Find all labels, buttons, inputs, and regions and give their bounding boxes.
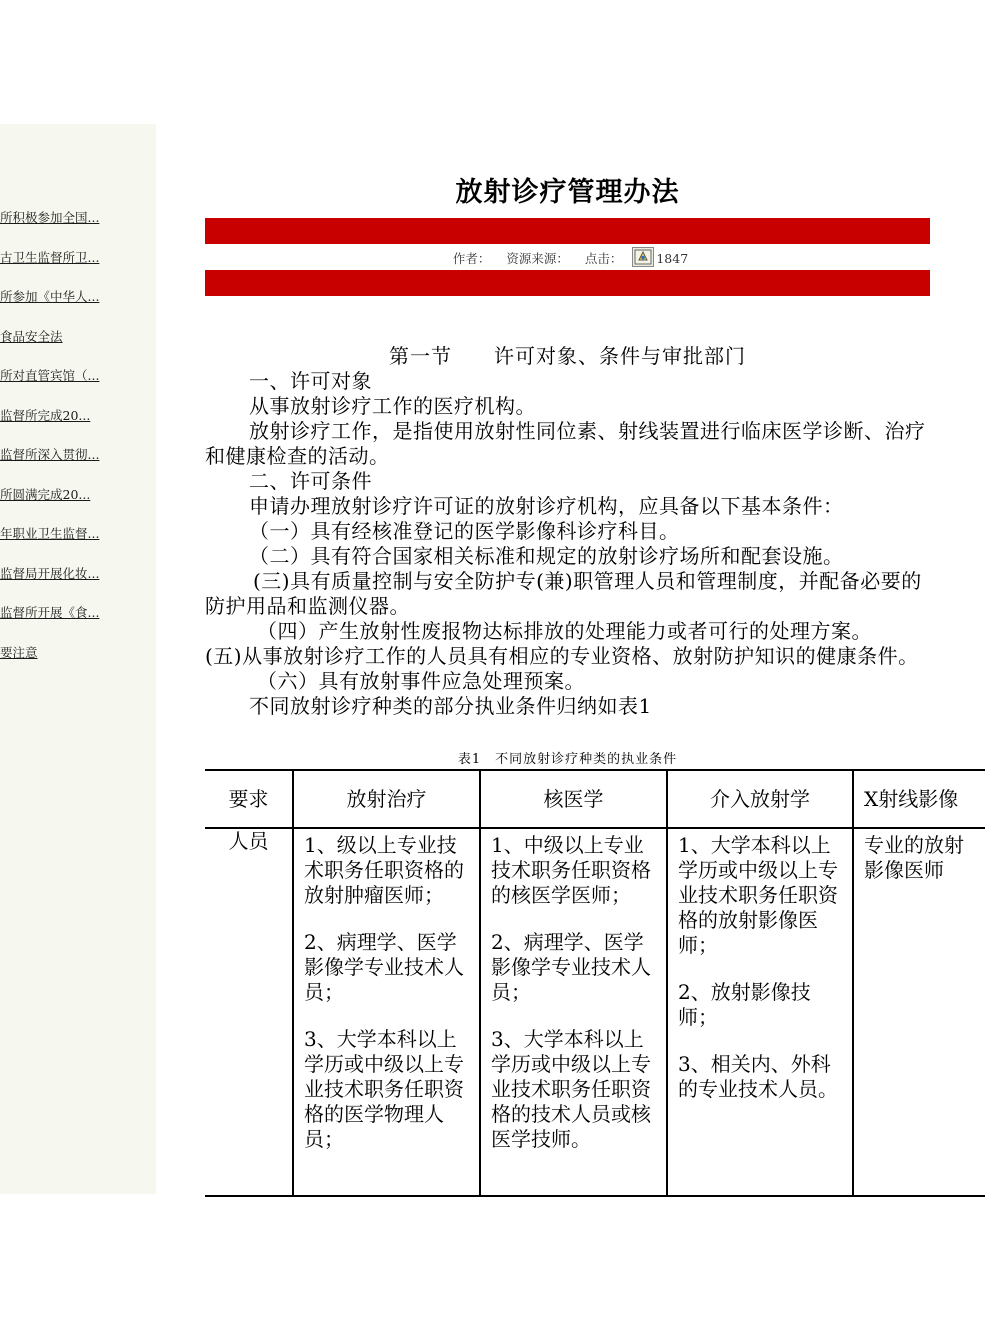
paragraph: 一、许可对象 xyxy=(249,369,372,393)
table-caption: 表1 不同放射诊疗种类的执业条件 xyxy=(457,752,678,767)
paragraph: （二）具有符合国家相关标准和规定的放射诊疗场所和配套设施。 xyxy=(249,544,844,568)
requirements-table xyxy=(205,769,985,1197)
cell-item: 1、大学本科以上学历或中级以上专业技术职务任职资格的放射影像医师； xyxy=(678,833,838,957)
row-label: 人员 xyxy=(205,828,293,1196)
table-cell xyxy=(667,828,853,1196)
article-body xyxy=(205,344,930,719)
sidebar-link[interactable]: 监督所完成20... xyxy=(0,408,91,423)
table-row xyxy=(205,828,985,1196)
column-header: 要求 xyxy=(205,770,293,828)
paragraph: （一）具有经核准登记的医学影像科诊疗科目。 xyxy=(249,519,680,543)
sidebar-link[interactable]: 古卫生监督所卫... xyxy=(0,250,100,265)
title-divider-bottom xyxy=(205,270,930,296)
paragraph: （六）具有放射事件应急处理预案。 xyxy=(257,669,585,693)
related-links-sidebar xyxy=(0,124,156,1194)
paragraph: (五)从事放射诊疗工作的人员具有相应的专业资格、放射防护知识的健康条件。 xyxy=(205,644,919,668)
title-divider-top xyxy=(205,218,930,244)
author-label: 作者： xyxy=(452,251,491,266)
paragraph: 不同放射诊疗种类的部分执业条件归纳如表1 xyxy=(249,694,652,718)
column-header: 介入放射学 xyxy=(667,770,853,828)
sidebar-link[interactable]: 监督所深入贯彻... xyxy=(0,447,100,462)
source-label: 资源来源： xyxy=(506,251,569,266)
cell-item: 1、级以上专业技术职务任职资格的放射肿瘤医师； xyxy=(304,833,464,907)
article xyxy=(205,0,964,1344)
cell-item: 3、大学本科以上学历或中级以上专业技术职务任职资格的技术人员或核医学技师。 xyxy=(491,1027,651,1151)
sidebar-link[interactable]: 年职业卫生监督... xyxy=(0,526,100,541)
sidebar-link[interactable]: 所圆满完成20... xyxy=(0,487,91,502)
column-header: X射线影像 xyxy=(853,770,985,828)
cell-item: 3、大学本科以上学历或中级以上专业技术职务任职资格的医学物理人员； xyxy=(304,1027,464,1151)
sidebar-link[interactable]: 监督局开展化妆... xyxy=(0,566,100,581)
section-heading: 第一节 许可对象、条件与审批部门 xyxy=(389,344,746,368)
cell-item: 3、相关内、外科的专业技术人员。 xyxy=(678,1052,838,1101)
paragraph: 放射诊疗工作，是指使用放射性同位素、射线装置进行临床医学诊断、治疗和健康检查的活动。 xyxy=(205,419,926,468)
article-meta xyxy=(205,247,930,267)
click-count: 1847 xyxy=(656,251,689,266)
column-header: 核医学 xyxy=(480,770,667,828)
cell-item: 1、中级以上专业技术职务任职资格的核医学医师； xyxy=(491,833,651,907)
column-header: 放射治疗 xyxy=(293,770,480,828)
table-cell xyxy=(480,828,667,1196)
paragraph: （四）产生放射性废报物达标排放的处理能力或者可行的处理方案。 xyxy=(257,619,872,643)
counter-icon xyxy=(632,247,654,267)
sidebar-link[interactable]: 所对直管宾馆（... xyxy=(0,368,100,383)
cell-item: 2、病理学、医学影像学专业技术人员； xyxy=(491,930,651,1004)
cell-item: 2、病理学、医学影像学专业技术人员； xyxy=(304,930,464,1004)
sidebar-link[interactable]: 监督所开展《食... xyxy=(0,605,100,620)
paragraph: 申请办理放射诊疗许可证的放射诊疗机构，应具备以下基本条件： xyxy=(249,494,844,518)
paragraph: (三)具有质量控制与安全防护专(兼)职管理人员和管理制度，并配备必要的防护用品和监测仪器。 xyxy=(205,569,922,618)
table-cell xyxy=(853,828,985,1196)
sidebar-link[interactable]: 食品安全法 xyxy=(0,329,63,344)
cell-item: 专业的放射影像医师 xyxy=(864,833,964,882)
sidebar-link[interactable]: 所参加《中华人... xyxy=(0,289,100,304)
table-cell xyxy=(293,828,480,1196)
clicks-label: 点击： xyxy=(584,251,623,266)
page-title: 放射诊疗管理办法 xyxy=(455,177,680,208)
cell-item: 2、放射影像技师； xyxy=(678,980,811,1029)
table-header-row xyxy=(205,770,985,828)
paragraph: 从事放射诊疗工作的医疗机构。 xyxy=(249,394,536,418)
paragraph: 二、许可条件 xyxy=(249,469,372,493)
sidebar-link[interactable]: 要注意 xyxy=(0,645,38,660)
sidebar-link[interactable]: 所积极参加全国... xyxy=(0,210,100,225)
